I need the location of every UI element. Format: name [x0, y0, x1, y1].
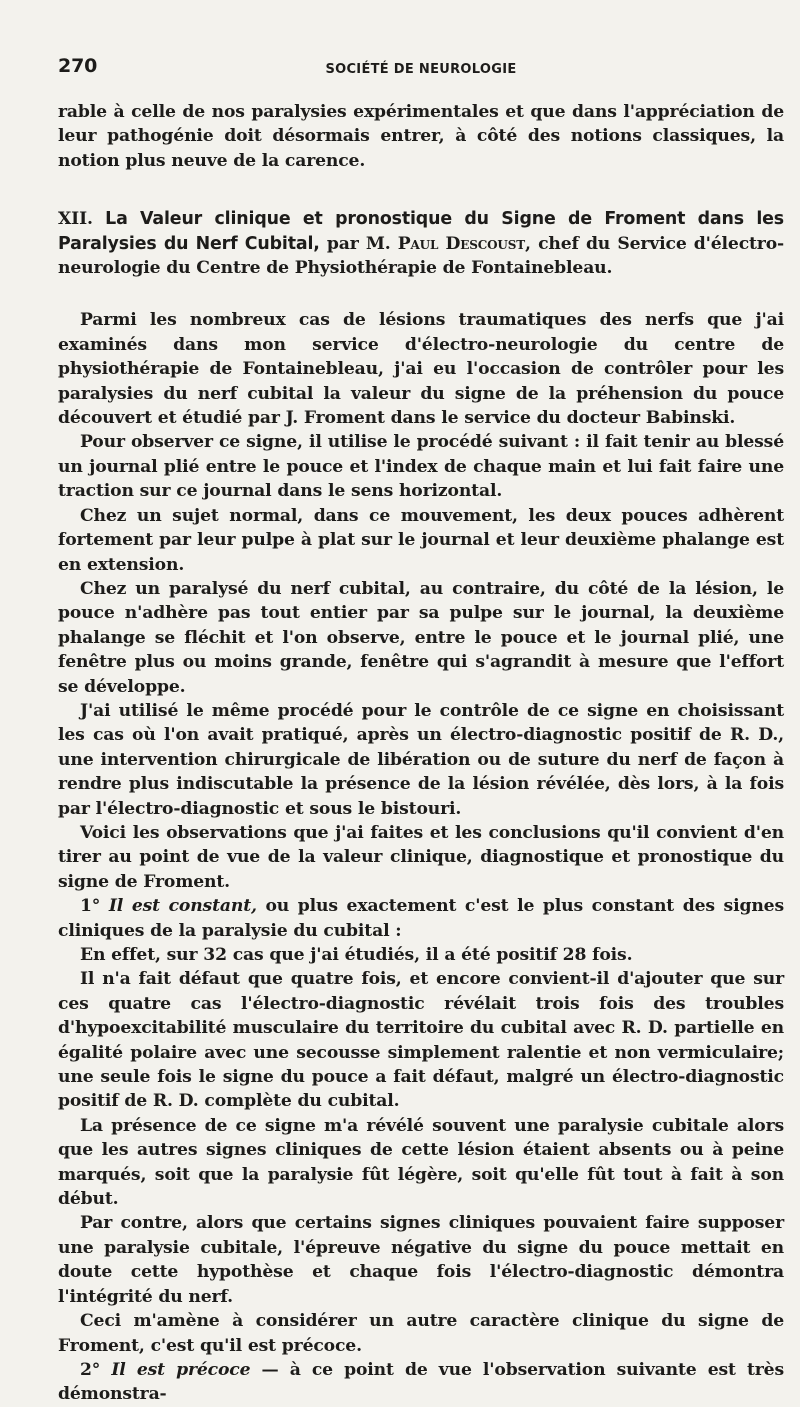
section-title: La Valeur clinique et pronostique du Signe de Froment dans les Paralysies du Nerf Cubital, [58, 209, 784, 254]
point-1-marker: 1° [80, 896, 101, 917]
point-1-text: ou plus exactement c'est le plus constant des signes cliniques de la paralysie du cubital : [58, 896, 784, 941]
page-header [58, 44, 784, 78]
point-2-italic: Il est précoce [111, 1359, 251, 1380]
point-2-marker: 2° [80, 1359, 101, 1380]
intro-paragraph: rable à celle de nos paralysies expérimentales et que dans l'appréciation de leur pathogénie doit désormais entrer, à côté des notions classiques, la notion plus neuve de la carence. [58, 102, 784, 171]
paragraph: Chez un sujet normal, dans ce mouvement, les deux pouces adhèrent fortement par leur pulpe à plat sur le journal et leur deuxième phalange est en extension. [58, 505, 784, 575]
paragraph: Il n'a fait défaut que quatre fois, et encore convient-il d'ajouter que sur ces quatre cas l'électro-diagnostic révélait trois fois des troubles d'hypoexcitabilité musculaire du territoire du cubital avec R. D. partielle en égalité polaire avec une secousse simplement ralentie et non vermiculaire; une seule fois le signe du pouce a fait défaut, malgré un électro-diagnostic positif de R. D. complète du cubital. [58, 969, 784, 1112]
paragraph: Pour observer ce signe, il utilise le procédé suivant : il fait tenir au blessé un journal plié entre le pouce et l'index de chaque main et lui fait faire une traction sur ce journal dans le sens horizontal. [58, 432, 784, 502]
paragraph: Parmi les nombreux cas de lésions traumatiques des nerfs que j'ai examinés dans mon service d'électro-neurologie du centre de physiothérapie de Fontainebleau, j'ai eu l'occasion de contrôler pour les paralysies du nerf cubital la valeur du signe de la préhension du pouce découvert et étudié par J. Froment dans le service du docteur Babinski. [58, 310, 784, 429]
section-number: XII. [58, 209, 93, 230]
paragraph: La présence de ce signe m'a révélé souvent une paralysie cubitale alors que les autres signes cliniques de cette lésion étaient absents ou à peine marqués, soit que la paralysie fût légère, soit qu'elle fût tout à fait à son début. [58, 1115, 784, 1210]
paragraph: Par contre, alors que certains signes cliniques pouvaient faire supposer une paralysie cubitale, l'épreuve négative du signe du pouce mettait en doute cette hypothèse et chaque fois l'électro-diagnostic démontra l'intégrité du nerf. [58, 1213, 784, 1307]
paragraph: Voici les observations que j'ai faites et les conclusions qu'il convient d'en tirer au point de vue de la valeur clinique, diagnostique et pronostique du signe de Froment. [58, 822, 784, 892]
paragraph: Chez un paralysé du nerf cubital, au contraire, du côté de la lésion, le pouce n'adhère pas tout entier par sa pulpe sur le journal, la deuxième phalange se fléchit et l'on observe, entre le pouce et le journal plié, une fenêtre plus ou moins grande, fenêtre qui s'agrandit à mesure que l'effort se développe. [58, 578, 784, 697]
point-1-italic: Il est constant, [108, 896, 257, 917]
author-affiliation: chef du Service d'électro-neurologie du Centre de Physiothérapie de Fontainebleau. [58, 233, 785, 279]
page [58, 44, 784, 1407]
page-number: 270 [58, 55, 98, 77]
point-1-paragraph [58, 894, 784, 943]
point-2-paragraph [58, 1358, 784, 1407]
author-prefix: par M. [326, 233, 391, 254]
author-name: Paul Descoust, [397, 233, 531, 254]
paragraph: Ceci m'amène à considérer un autre caractère clinique du signe de Froment, c'est qu'il est précoce. [58, 1311, 784, 1356]
point-2-text: — à ce point de vue l'observation suivante est très démonstra- [58, 1359, 784, 1405]
paragraph: En effet, sur 32 cas que j'ai étudiés, il a été positif 28 fois. [80, 945, 633, 965]
running-title: SOCIÉTÉ DE NEUROLOGIE [325, 62, 517, 77]
article-body [58, 308, 784, 1406]
paragraph: J'ai utilisé le même procédé pour le contrôle de ce signe en choisissant les cas où l'on avait pratiqué, après un électro-diagnostic positif de R. D., une intervention chirurgicale de libération ou de suture du nerf de façon à rendre plus indiscutable la présence de la lésion révélée, dès lors, à la fois par l'électro-diagnostic et sous le bistouri. [58, 700, 784, 819]
section-heading [58, 207, 784, 280]
